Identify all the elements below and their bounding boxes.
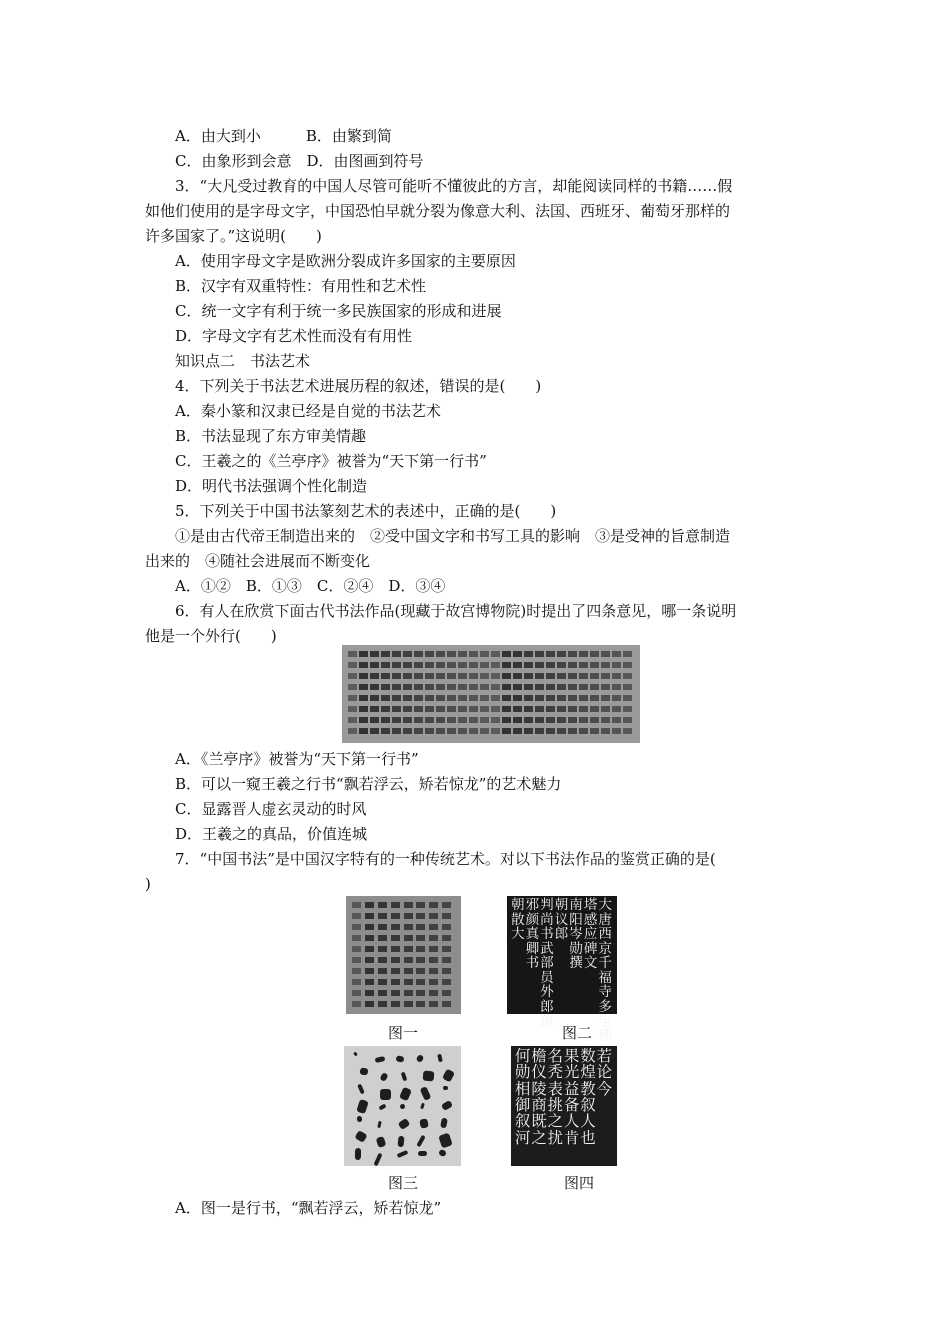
figure-1-text-column — [442, 902, 451, 1008]
scroll-text-column — [502, 651, 511, 737]
q5-items-line1: ①是由古代帝王制造出来的 ②受中国文字和书写工具的影响 ③是受神的旨意制造 — [175, 527, 731, 545]
q6-option-a: A．《兰亭序》被誉为“天下第一行书” — [175, 750, 419, 768]
figure-3-brush-stroke — [423, 1071, 435, 1082]
figure-3-brush-stroke — [357, 1084, 365, 1095]
scroll-text-column — [568, 651, 577, 737]
q6-option-c: C．显露晋人虚玄灵动的时风 — [175, 800, 367, 818]
q6-option-b: B．可以一窥王羲之行书“飘若浮云，矫若惊龙”的艺术魅力 — [175, 775, 562, 793]
q3-option-d: D．字母文字有艺术性而没有有用性 — [175, 327, 413, 345]
figure-4-text-column: 名秃表挑之扰 — [547, 1047, 563, 1147]
figure-2-text-column: 朝散大 — [511, 897, 525, 943]
scroll-text-column — [491, 651, 500, 737]
figure-3-brush-stroke — [397, 1150, 409, 1158]
figure-3-brush-stroke — [416, 1054, 425, 1063]
q3-option-c: C．统一文字有利于统一多民族国家的形成和进展 — [175, 302, 502, 320]
figure-1-text-column — [378, 902, 387, 1008]
figure-3-brush-stroke — [356, 1099, 369, 1114]
figure-3-brush-stroke — [420, 1086, 432, 1101]
figure-2-text-column: 判尚书武部员外郎琅 — [540, 897, 554, 1030]
q7-option-a: A．图一是行书，“飘若浮云，矫若惊龙” — [175, 1199, 442, 1217]
scroll-text-column — [436, 651, 445, 737]
scroll-text-column — [513, 651, 522, 737]
figure-4-image — [511, 1046, 617, 1166]
figure-3-brush-stroke — [378, 1104, 386, 1111]
figure-3-brush-stroke — [374, 1153, 383, 1167]
figure-3-brush-stroke — [379, 1072, 388, 1082]
q4-option-a: A．秦小篆和汉隶已经是自觉的书法艺术 — [175, 402, 441, 420]
scroll-text-column — [579, 651, 588, 737]
figure-3-brush-stroke — [360, 1068, 369, 1076]
figure-1-text-column — [429, 902, 438, 1008]
figure-3-brush-stroke — [355, 1148, 361, 1160]
figure-3-brush-stroke — [418, 1151, 427, 1156]
figure-3-brush-stroke — [353, 1052, 358, 1057]
q4-option-c: C．王羲之的《兰亭序》被誉为“天下第一行书” — [175, 452, 487, 470]
figure-3-brush-stroke — [438, 1133, 452, 1149]
figure-3-caption: 图三 — [388, 1174, 419, 1192]
scroll-text-column — [524, 651, 533, 737]
figure-3-brush-stroke — [441, 1100, 453, 1111]
scroll-text-column — [601, 651, 610, 737]
q2-options-row1: A．由大到小 B．由繁到简 — [175, 127, 392, 145]
scroll-text-column — [392, 651, 401, 737]
figure-4-text-column: 若论今 — [596, 1047, 612, 1098]
figure-3-brush-stroke — [440, 1118, 448, 1129]
scroll-text-column — [458, 651, 467, 737]
q5-stem: 5．下列关于中国书法篆刻艺术的表述中，正确的是( ) — [175, 502, 557, 520]
figure-1-text-column — [352, 902, 361, 1008]
figure-3-brush-stroke — [399, 1087, 412, 1102]
figure-1-text-column — [365, 902, 374, 1008]
q5-options: A．①② B．①③ C．②④ D．③④ — [175, 577, 446, 595]
scroll-text-column — [535, 651, 544, 737]
q3-stem-line3: 许多国家了。”这说明( ) — [145, 227, 322, 245]
scroll-text-column — [612, 651, 621, 737]
q3-stem-line1: 3．“大凡受过教育的中国人尽管可能听不懂彼此的方言，却能阅读同样的书籍……假 — [175, 177, 733, 195]
q6-stem-line2: 他是一个外行( ) — [145, 627, 277, 645]
figure-3-brush-stroke — [398, 1118, 411, 1130]
figure-3-brush-stroke — [380, 1089, 391, 1100]
figure-1-text-column — [404, 902, 413, 1008]
figure-1-image — [346, 896, 461, 1014]
section-heading: 知识点二 书法艺术 — [175, 352, 311, 370]
figure-4-caption: 图四 — [564, 1174, 595, 1192]
scroll-text-column — [425, 651, 434, 737]
scroll-text-column — [414, 651, 423, 737]
q3-option-a: A．使用字母文字是欧洲分裂成许多国家的主要原因 — [175, 252, 516, 270]
figure-3-brush-stroke — [419, 1118, 429, 1128]
figure-2-caption: 图二 — [562, 1024, 593, 1042]
figure-4-text-column: 数煌教叙人也 — [580, 1047, 596, 1147]
scroll-text-column — [381, 651, 390, 737]
q4-option-d: D．明代书法强调个性化制造 — [175, 477, 368, 495]
figure-3-brush-stroke — [356, 1116, 362, 1123]
figure-3-brush-stroke — [416, 1135, 425, 1147]
figure-1-text-column — [416, 902, 425, 1008]
figure-3-image — [344, 1046, 461, 1166]
scroll-text-column — [359, 651, 368, 737]
figure-3-brush-stroke — [396, 1055, 405, 1062]
figure-3-brush-stroke — [438, 1149, 447, 1157]
figure-4-text-column: 檐仪陵商既之 — [531, 1047, 547, 1147]
figure-2-text-column: 邪颜真卿书 — [525, 897, 540, 972]
q3-stem-line2: 如他们使用的是字母文字，中国恐怕早就分裂为像意大利、法国、西班牙、葡萄牙那样的 — [145, 202, 731, 220]
figure-3-brush-stroke — [354, 1130, 367, 1143]
q6-option-d: D．王羲之的真品，价值连城 — [175, 825, 368, 843]
figure-4-text-column: 果光益备人肯 — [564, 1047, 580, 1147]
scroll-text-column — [447, 651, 456, 737]
q6-stem-line1: 6．有人在欣赏下面古代书法作品(现藏于故宫博物院)时提出了四条意见，哪一条说明 — [175, 602, 737, 620]
figure-2-text-column: 朝议郎 — [554, 897, 569, 943]
q4-option-b: B．书法显现了东方审美情趣 — [175, 427, 367, 445]
figure-3-brush-stroke — [437, 1054, 443, 1063]
q7-stem-line2: ) — [145, 875, 151, 893]
figure-3-brush-stroke — [377, 1121, 381, 1128]
figure-3-brush-stroke — [420, 1103, 425, 1110]
scroll-text-column — [623, 651, 632, 737]
figure-3-brush-stroke — [397, 1136, 404, 1148]
figure-3-brush-stroke — [401, 1072, 408, 1082]
q3-option-b: B．汉字有双重特性：有用性和艺术性 — [175, 277, 427, 295]
calligraphy-scroll-image — [342, 645, 640, 743]
figure-2-text-column: 大唐西京千福寺多宝佛 — [598, 897, 612, 1045]
figure-3-brush-stroke — [442, 1069, 455, 1083]
figure-2-text-column: 南阳岑勋撰 — [569, 897, 583, 972]
scroll-text-column — [557, 651, 566, 737]
figure-2-text-column: 塔感应碑文 — [583, 897, 598, 972]
figure-3-brush-stroke — [400, 1104, 405, 1109]
scroll-text-column — [546, 651, 555, 737]
figure-1-caption: 图一 — [388, 1024, 419, 1042]
scroll-text-column — [403, 651, 412, 737]
q5-items-line2: 出来的 ④随社会进展而不断变化 — [145, 552, 371, 570]
q7-stem-line1: 7．“中国书法”是中国汉字特有的一种传统艺术。对以下书法作品的鉴赏正确的是( — [175, 850, 716, 868]
scroll-text-column — [590, 651, 599, 737]
q2-options-row2: C．由象形到会意 D．由图画到符号 — [175, 152, 424, 170]
scroll-text-column — [370, 651, 379, 737]
figure-1-text-column — [391, 902, 400, 1008]
scroll-text-column — [348, 651, 357, 737]
scroll-text-column — [480, 651, 489, 737]
figure-3-brush-stroke — [375, 1056, 386, 1063]
figure-3-brush-stroke — [376, 1136, 387, 1148]
figure-4-text-column: 何勋相御叙河 — [515, 1047, 531, 1147]
figure-3-brush-stroke — [443, 1086, 448, 1090]
scroll-text-column — [469, 651, 478, 737]
q4-stem: 4．下列关于书法艺术进展历程的叙述，错误的是( ) — [175, 377, 542, 395]
